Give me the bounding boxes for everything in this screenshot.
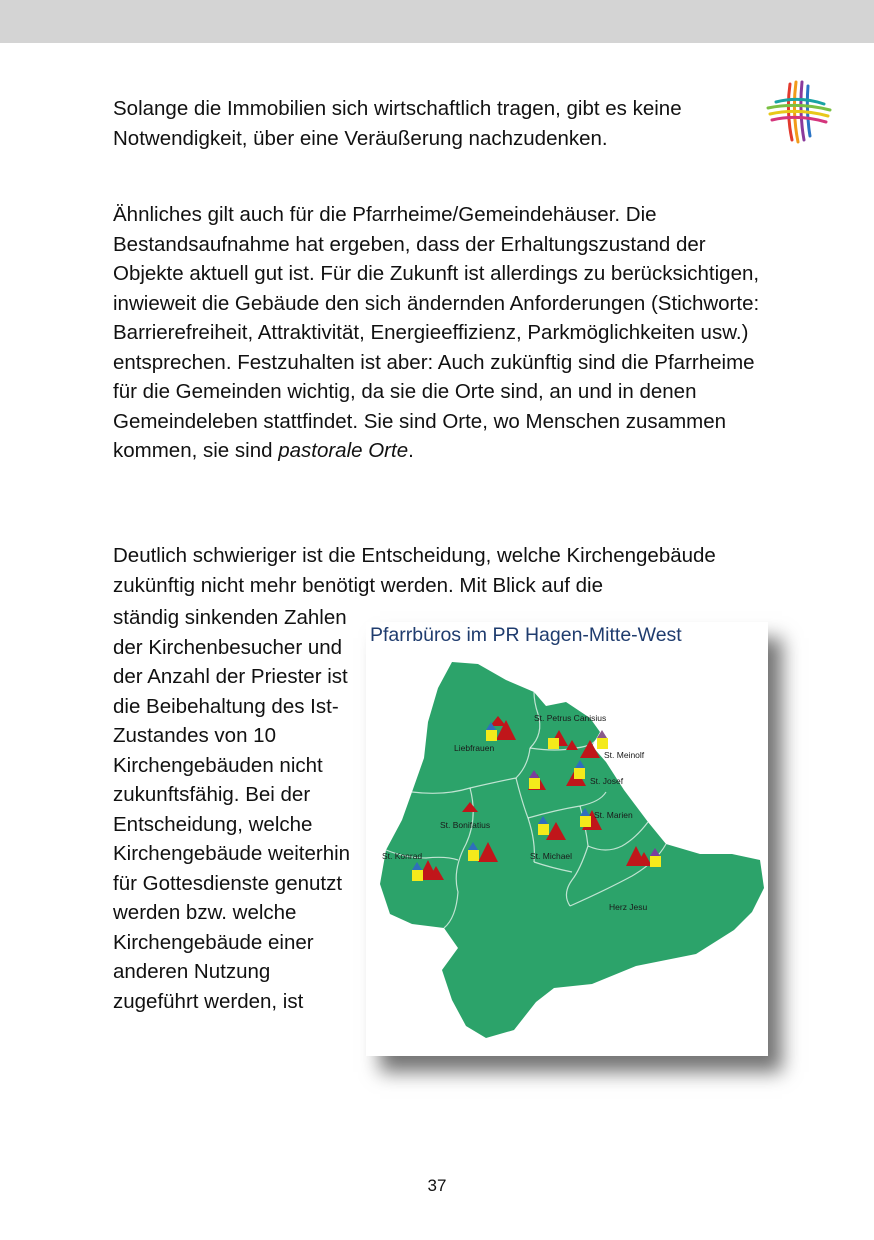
- label-st-marien: St. Marien: [594, 810, 633, 820]
- top-gray-bar: [0, 0, 874, 43]
- label-herz-jesu: Herz Jesu: [609, 902, 648, 912]
- map-title: Pfarrbüros im PR Hagen-Mitte-West: [370, 624, 682, 646]
- parish-map: [366, 622, 768, 1056]
- paragraph-2-text: Ähnliches gilt auch für die Pfarrheime/Gemeindehäuser. Die Bestandsaufnahme hat ergeben, dass der Erhaltungszustand der Objekte aktuell gut ist. Für die Zukunft ist allerdings zu berücksichtigen, inwieweit die Gebäude den sich ändernden Anforderungen (Stichworte: Barrierefreiheit, Attraktivität, Energieeffizienz, Parkmöglichkeiten usw.) entsprechen. Festzuhalten ist aber: Auch zukünftig sind die Pfarrheime für die Gemeinden wichtig, da sie die Orte sind, an und in denen Gemeindeleben stattfindet. Sie sind Orte, wo Menschen zusammen kommen, sie sind: [113, 203, 760, 462]
- label-st-petrus-canisius: St. Petrus Canisius: [534, 713, 607, 723]
- label-liebfrauen: Liebfrauen: [454, 743, 495, 753]
- colorful-cross-hatch-logo-icon: [764, 78, 834, 144]
- paragraph-3: Deutlich schwieriger ist die Entscheidung, welche Kirchengebäude zukünftig nicht mehr benötigt werden. Mit Blick auf die: [113, 544, 716, 597]
- paragraph-2-end: .: [408, 439, 414, 462]
- label-st-meinolf: St. Meinolf: [604, 750, 645, 760]
- paragraph-2: [113, 200, 763, 466]
- label-st-michael: St. Michael: [530, 851, 573, 861]
- paragraph-1: Solange die Immobilien sich wirtschaftlich tragen, gibt es keine Notwendigkeit, über eine Veräußerung nachzudenken.: [113, 97, 682, 150]
- label-st-bonifatius: St. Bonifatius: [440, 820, 491, 830]
- paragraph-2-emphasis: pastorale Orte: [278, 439, 409, 462]
- label-st-josef: St. Josef: [590, 776, 624, 786]
- map-figure: [366, 622, 768, 1056]
- page-number: 37: [427, 1176, 447, 1195]
- paragraph-4-wrapped: ständig sinkenden Zahlen der Kirchenbesucher und der Anzahl der Priester ist die Beibehaltung des Ist-Zustandes von 10 Kirchengebäuden nicht zukunftsfähig. Bei der Entscheidung, welche Kirchengebäude weiterhin für Gottesdienste genutzt werden bzw. welche Kirchengebäude einer anderen Nutzung zugeführt werden, ist: [113, 606, 351, 1013]
- label-st-konrad: St. Konrad: [382, 851, 423, 861]
